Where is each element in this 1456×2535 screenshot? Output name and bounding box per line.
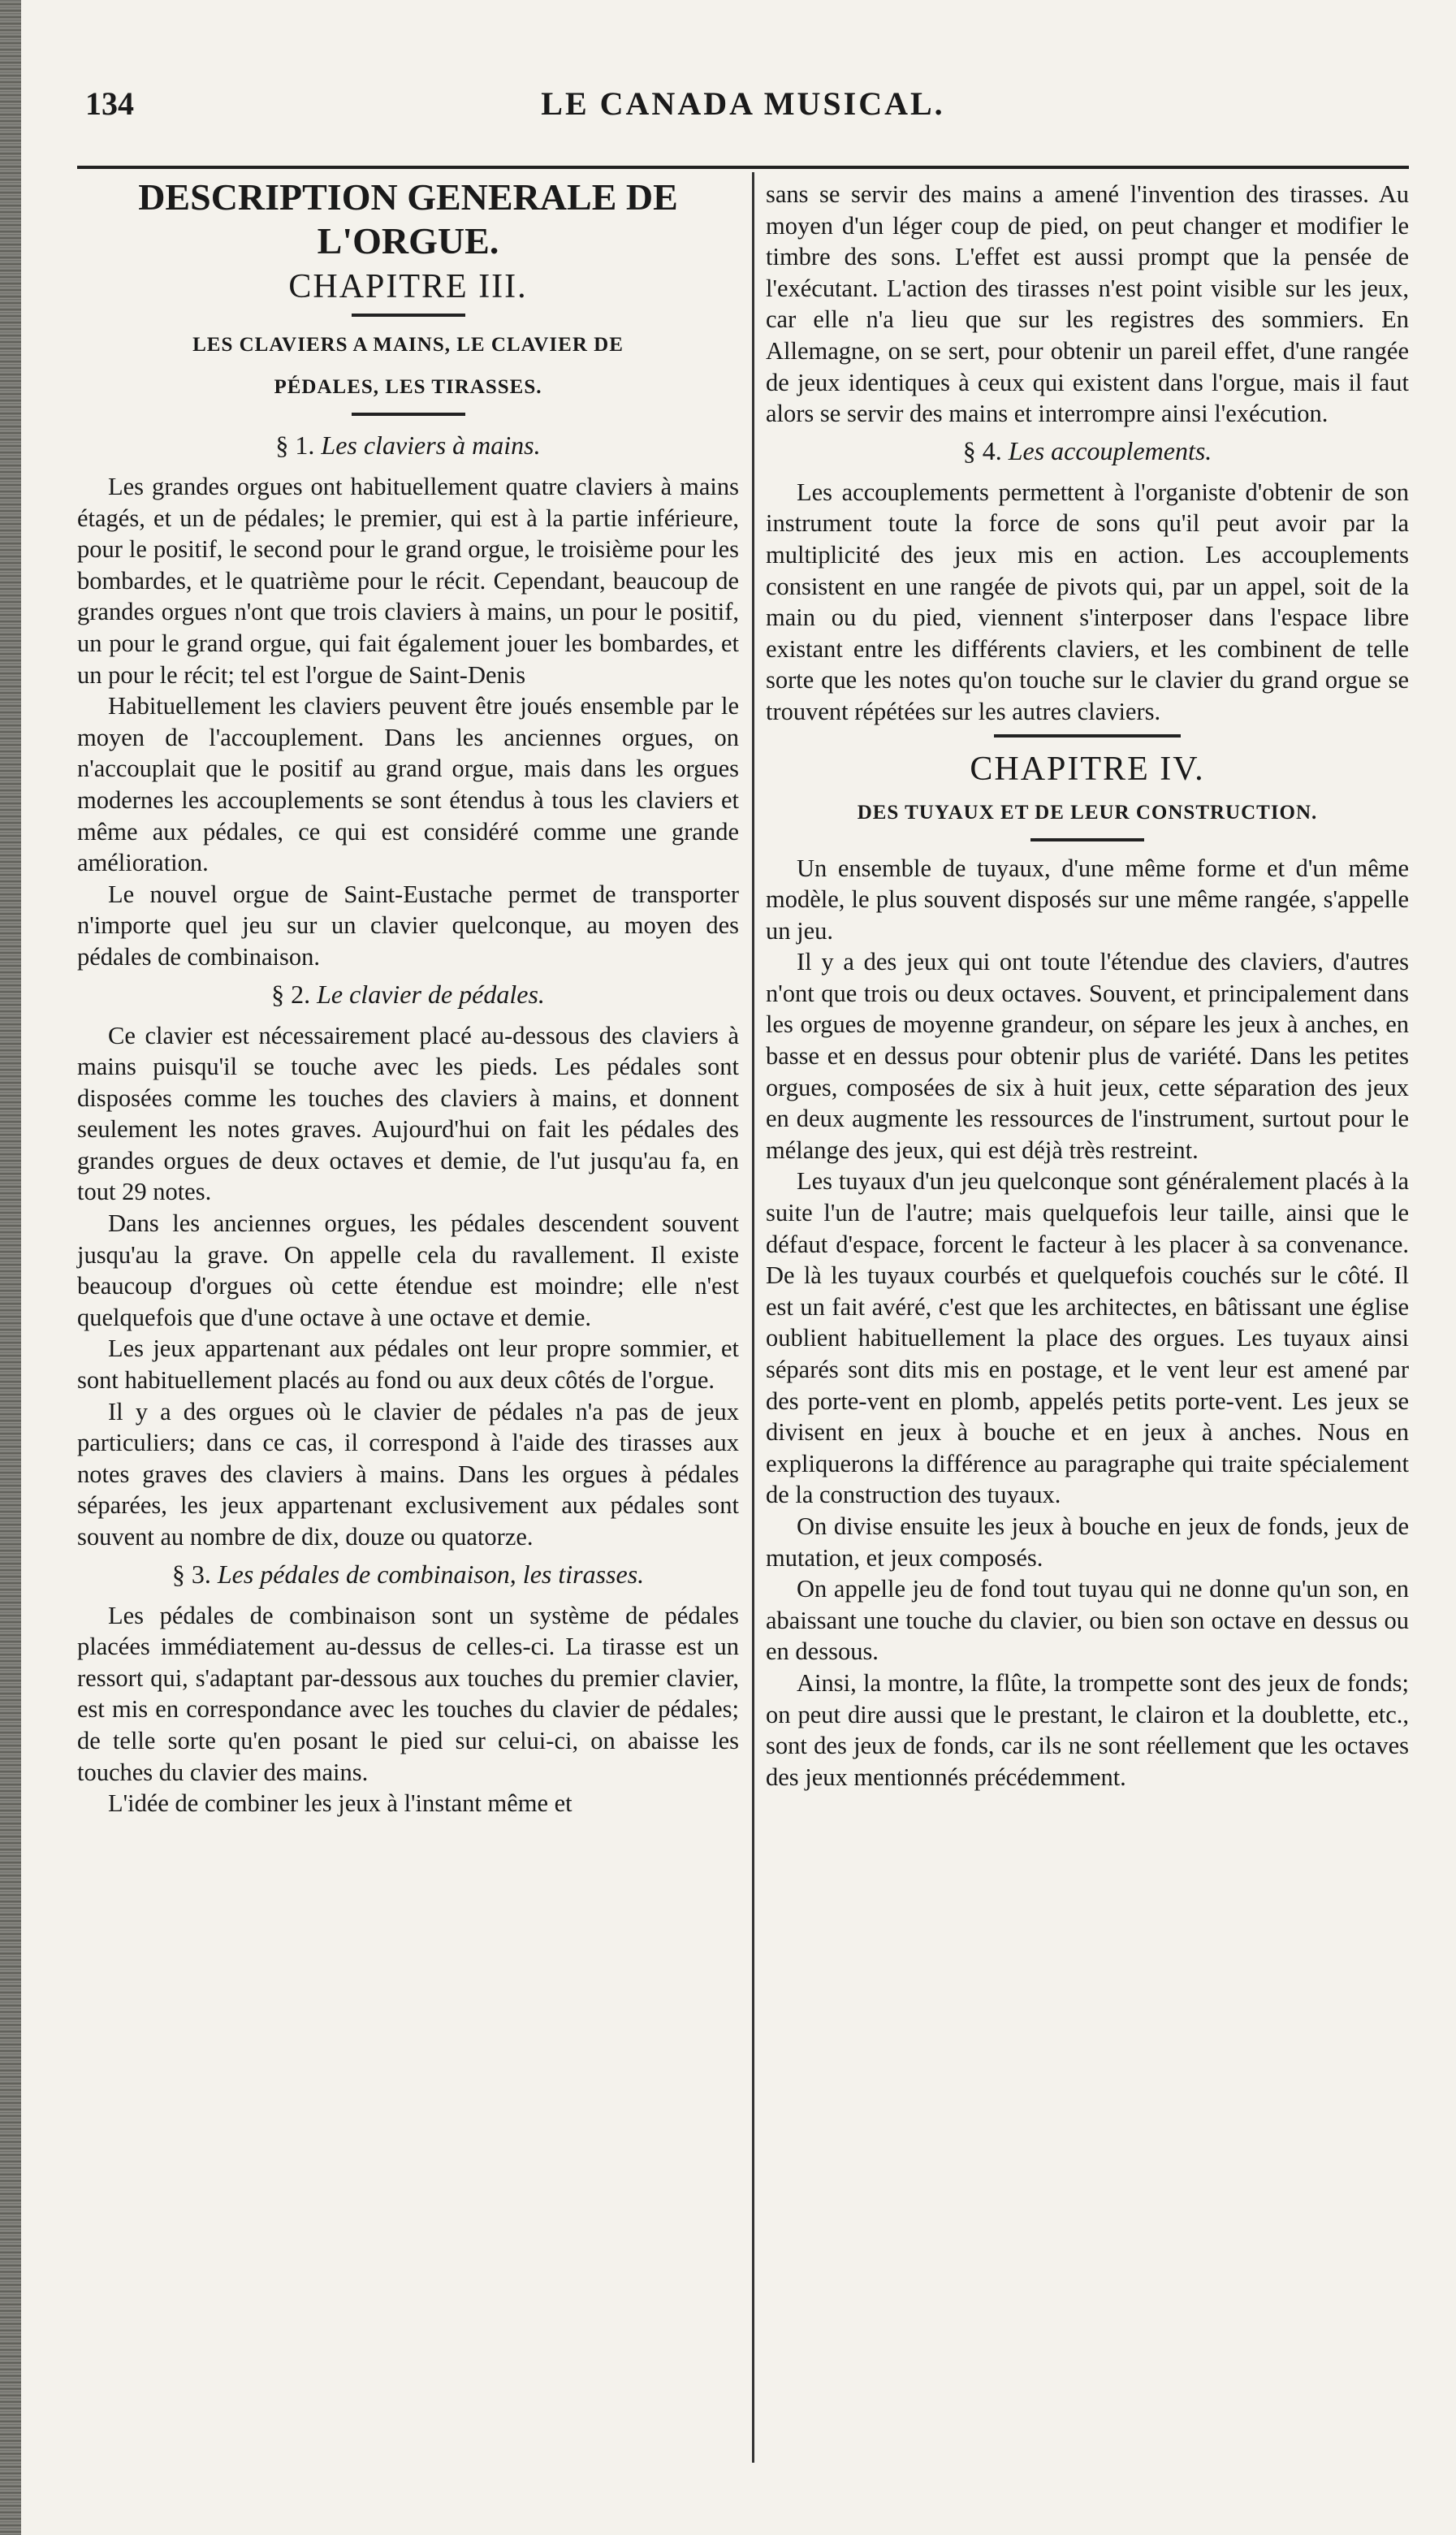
section-number: § 1.	[275, 430, 315, 460]
header-rule	[77, 166, 1409, 169]
right-column	[766, 179, 1409, 1793]
chapter-subtitle-line-1: LES CLAVIERS A MAINS, LE CLAVIER DE	[192, 334, 624, 356]
running-title: LE CANADA MUSICAL.	[541, 85, 945, 122]
chapter-subtitle: DES TUYAUX ET DE LEUR CONSTRUCTION.	[857, 801, 1318, 824]
paragraph: Il y a des jeux qui ont toute l'étendue des claviers, d'autres n'ont que trois ou deux octaves. Souvent, et principalement dans les orgues de moyenne grandeur, on sépare les jeux à anches, en basse et en dessus pour obtenir plus de variété. Dans les petites orgues, composées de six à huit jeux, cette séparation des jeux en deux augmente les ressources de l'instrument, surtout pour le mélange des jeux, qui est déjà très restreint.	[766, 948, 1409, 1164]
section-title: Le clavier de pédales.	[317, 979, 545, 1009]
newspaper-page	[77, 81, 1409, 2485]
subtitle-rule	[352, 413, 465, 416]
paragraph: On divise ensuite les jeux à bouche en jeux de fonds, jeux de mutation, et jeux composés.	[766, 1512, 1409, 1572]
scan-binding-edge	[0, 0, 21, 2535]
section-heading-1	[77, 427, 739, 463]
subtitle-rule	[1030, 838, 1144, 841]
paragraph: Les jeux appartenant aux pédales ont leur propre sommier, et sont habituellement placés au fond ou aux deux côtés de l'orgue.	[77, 1335, 739, 1395]
section-heading-2	[77, 976, 739, 1012]
section-number: § 2.	[271, 979, 311, 1009]
section-heading-4	[766, 433, 1409, 469]
paragraph: Ainsi, la montre, la flûte, la trompette sont des jeux de fonds; on peut dire aussi que le prestant, le clairon et la doublette, etc., sont des jeux de fonds, car ils ne sont réellement que les octaves des jeux mentionnés précédemment.	[766, 1668, 1409, 1791]
paragraph: Dans les anciennes orgues, les pédales descendent souvent jusqu'au la grave. On appelle cela du ravallement. Il existe beaucoup d'orgues où cette étendue est moindre; elle n'est quelquefois que d'une octave à une octave et demie.	[77, 1209, 739, 1331]
paragraph: L'idée de combiner les jeux à l'instant même et	[108, 1789, 572, 1818]
section-heading-3	[77, 1556, 739, 1592]
paragraph: Le nouvel orgue de Saint-Eustache permet de transporter n'importe quel jeu sur un clavier quelconque, au moyen des pédales de combinaison.	[77, 880, 739, 971]
chapter-number: CHAPITRE IV.	[970, 750, 1205, 788]
section-number: § 3.	[171, 1559, 211, 1589]
paragraph: Un ensemble de tuyaux, d'une même forme et d'un même modèle, le plus souvent disposés sur une même rangée, s'appelle un jeu.	[766, 854, 1409, 945]
section-number: § 4.	[962, 435, 1002, 465]
paragraph: Les grandes orgues ont habituellement quatre claviers à mains étagés, et un de pédales; le premier, qui est à la partie inférieure, pour le positif, le second pour le grand orgue, le troisième pour les bombardes, et le quatrième pour le récit. Cependant, beaucoup de grandes orgues n'ont que trois claviers à mains, un pour le positif, un pour le grand orgue, qui fait également jouer les bombardes, et un pour le récit; tel est l'orgue de Saint-Denis	[77, 473, 739, 689]
chapter-rule	[994, 734, 1181, 738]
left-column	[77, 176, 739, 1819]
section-title: Les claviers à mains.	[321, 430, 541, 460]
paragraph: sans se servir des mains a amené l'invention des tirasses. Au moyen d'un léger coup de pied, on peut changer et modifier le timbre des sons. L'effet est aussi prompt que la pensée de l'exécutant. L'action des tirasses n'est point visible sur les jeux, car elle n'a lieu que sur les registres des sommiers. En Allemagne, on se sert, pour obtenir un pareil effet, d'une rangée de jeux identiques à ceux qui existent dans l'orgue, mais il faut alors se servir des mains et interrompre ainsi l'exécution.	[766, 180, 1409, 428]
column-divider	[752, 172, 754, 2463]
paragraph: Il y a des orgues où le clavier de pédales n'a pas de jeux particuliers; dans ce cas, il correspond à l'aide des tirasses aux notes graves des claviers à mains. Dans les orgues à pédales séparées, les jeux appartenant exclusivement aux pédales sont souvent au nombre de dix, douze ou quatorze.	[77, 1397, 739, 1551]
section-title: Les pédales de combinaison, les tirasses.	[217, 1559, 645, 1589]
chapter-rule	[352, 314, 465, 317]
page-header	[77, 81, 1409, 130]
paragraph: Les tuyaux d'un jeu quelconque sont généralement placés à la suite l'un de l'autre; mais quelquefois leur taille, ainsi que le défaut d'espace, forcent le facteur à les placer à sa convenance. De là les tuyaux courbés et quelquefois couchés sur le côté. Il est un fait avéré, c'est que les architectes, en bâtissant une église oublient habituellement la place des orgues. Les tuyaux ainsi séparés sont dits mis en postage, et le vent leur est amené par des porte-vent en plomb, appelés petits porte-vent. Les jeux se divisent en jeux à bouche et en jeux à anches. Nous en expliquerons la différence au paragraphe qui traite spécialement de la construction des tuyaux.	[766, 1167, 1409, 1509]
paragraph: Les accouplements permettent à l'organiste d'obtenir de son instrument toute la force de sons qu'il peut avoir par la multiplicité des jeux mis en action. Les accouplements consistent en une rangée de pivots qui, par un appel, soit de la main ou du pied, viennent s'interposer dans l'espace libre existant entre les différents claviers, et les combinent de telle sorte que les notes qu'on touche sur le clavier du grand orgue se trouvent répétées sur les autres claviers.	[766, 478, 1409, 725]
chapter-subtitle-line-2: PÉDALES, LES TIRASSES.	[274, 376, 542, 398]
chapter-title-line-2: L'ORGUE.	[317, 220, 499, 262]
paragraph: Les pédales de combinaison sont un système de pédales placées immédiatement au-dessus de celles-ci. La tirasse est un ressort qui, s'adaptant par-dessous aux touches du premier clavier, est mis en correspondance avec les touches du clavier de pédales; de telle sorte qu'en posant le pied sur celui-ci, on abaisse les touches du clavier des mains.	[77, 1601, 739, 1786]
paragraph: Habituellement les claviers peuvent être joués ensemble par le moyen de l'accouplement. Dans les anciennes orgues, on n'accouplait que le positif au grand orgue, mais dans les orgues modernes les accouplements se sont étendus à tous les claviers et même aux pédales, ce qui est considéré comme une grande amélioration.	[77, 692, 739, 877]
paragraph: On appelle jeu de fond tout tuyau qui ne donne qu'un son, en abaissant une touche du clavier, ou bien son octave en dessus ou en dessous.	[766, 1575, 1409, 1666]
chapter-number: CHAPITRE III.	[288, 268, 528, 305]
page-number: 134	[85, 85, 134, 122]
chapter-title-line-1: DESCRIPTION GENERALE DE	[138, 176, 678, 218]
section-title: Les accouplements.	[1008, 435, 1212, 465]
paragraph: Ce clavier est nécessairement placé au-dessous des claviers à mains puisqu'il se touche avec les pieds. Les pédales sont disposées comme les touches des claviers à mains, et donnent seulement les notes graves. Aujourd'hui on fait les pédales des grandes orgues de deux octaves et demie, de l'ut jusqu'au fa, en tout 29 notes.	[77, 1021, 739, 1206]
